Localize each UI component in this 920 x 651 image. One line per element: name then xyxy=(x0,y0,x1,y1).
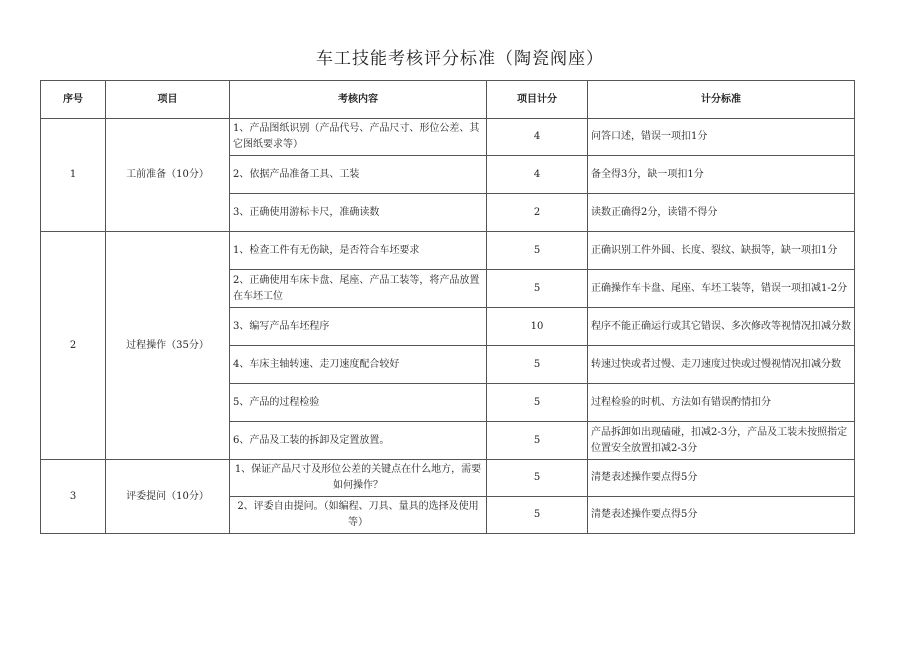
criteria-cell: 正确操作车卡盘、尾座、车坯工装等，错误一项扣减1-2分 xyxy=(588,270,855,308)
score-cell: 5 xyxy=(487,270,588,308)
criteria-cell: 清楚表述操作要点得5分 xyxy=(588,497,855,534)
content-cell: 3、正确使用游标卡尺，准确读数 xyxy=(230,194,487,232)
header-seq: 序号 xyxy=(41,81,106,119)
criteria-cell: 过程检验的时机、方法如有错误酌情扣分 xyxy=(588,384,855,422)
header-criteria: 计分标准 xyxy=(588,81,855,119)
score-cell: 5 xyxy=(487,232,588,270)
criteria-cell: 转速过快或者过慢、走刀速度过快或过慢视情况扣减分数 xyxy=(588,346,855,384)
criteria-cell: 备全得3分，缺一项扣1分 xyxy=(588,156,855,194)
criteria-cell: 产品拆卸如出现磕碰，扣减2-3分，产品及工装未按照指定位置安全放置扣减2-3分 xyxy=(588,422,855,460)
section-item: 工前准备（10分） xyxy=(106,119,230,232)
score-cell: 4 xyxy=(487,156,588,194)
content-cell: 2、正确使用车床卡盘、尾座、产品工装等，将产品放置在车坯工位 xyxy=(230,270,487,308)
content-cell: 2、依据产品准备工具、工装 xyxy=(230,156,487,194)
table-row xyxy=(41,119,855,156)
content-cell: 1、保证产品尺寸及形位公差的关键点在什么地方，需要如何操作？ xyxy=(230,460,487,497)
criteria-cell: 清楚表述操作要点得5分 xyxy=(588,460,855,497)
score-cell: 2 xyxy=(487,194,588,232)
section-seq: 3 xyxy=(41,460,106,534)
header-content: 考核内容 xyxy=(230,81,487,119)
criteria-cell: 程序不能正确运行或其它错误、多次修改等视情况扣减分数 xyxy=(588,308,855,346)
score-cell: 5 xyxy=(487,460,588,497)
score-cell: 5 xyxy=(487,346,588,384)
score-cell: 5 xyxy=(487,384,588,422)
header-score: 项目计分 xyxy=(487,81,588,119)
header-item: 项目 xyxy=(106,81,230,119)
score-cell: 4 xyxy=(487,119,588,156)
content-cell: 3、编写产品车坯程序 xyxy=(230,308,487,346)
score-cell: 10 xyxy=(487,308,588,346)
scoring-table xyxy=(40,80,855,534)
score-cell: 5 xyxy=(487,422,588,460)
section-seq: 2 xyxy=(41,232,106,460)
content-cell: 2、评委自由提问。（如编程、刀具、量具的选择及使用等） xyxy=(230,497,487,534)
section-item: 过程操作（35分） xyxy=(106,232,230,460)
document-title: 车工技能考核评分标准（陶瓷阀座） xyxy=(316,49,604,69)
criteria-cell: 问答口述，错误一项扣1分 xyxy=(588,119,855,156)
table-row xyxy=(41,460,855,497)
content-cell: 1、检查工件有无伤缺，是否符合车坯要求 xyxy=(230,232,487,270)
content-cell: 5、产品的过程检验 xyxy=(230,384,487,422)
section-seq: 1 xyxy=(41,119,106,232)
content-cell: 6、产品及工装的拆卸及定置放置。 xyxy=(230,422,487,460)
criteria-cell: 读数正确得2分，读错不得分 xyxy=(588,194,855,232)
content-cell: 1、产品图纸识别（产品代号、产品尺寸、形位公差、其它图纸要求等） xyxy=(230,119,487,156)
table-row xyxy=(41,232,855,270)
table-header-row xyxy=(41,81,855,119)
score-cell: 5 xyxy=(487,497,588,534)
criteria-cell: 正确识别工件外圆、长度、裂纹、缺损等，缺一项扣1分 xyxy=(588,232,855,270)
section-item: 评委提问（10分） xyxy=(106,460,230,534)
content-cell: 4、车床主轴转速、走刀速度配合较好 xyxy=(230,346,487,384)
